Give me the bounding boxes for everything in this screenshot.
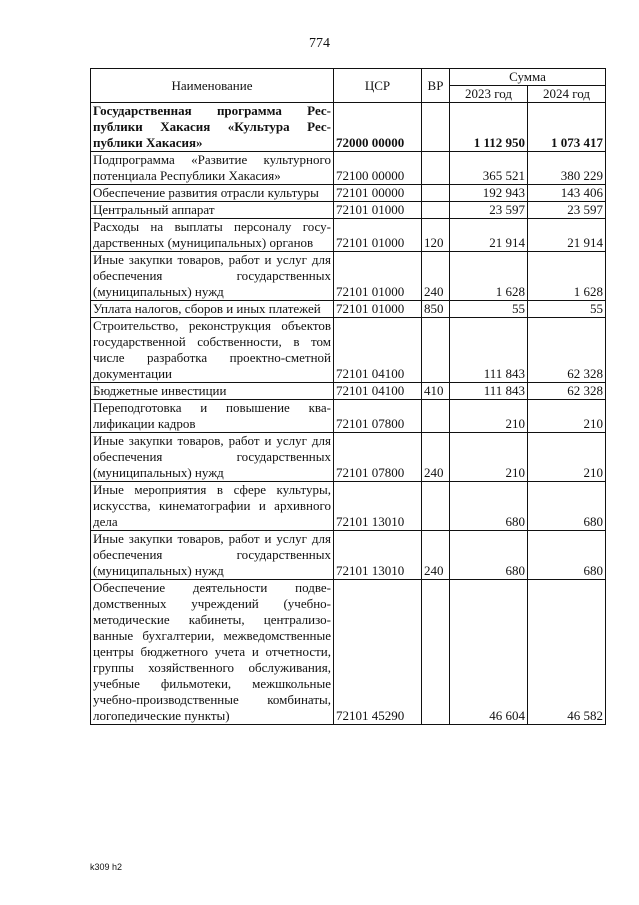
row-csr: 72101 13010 [334,531,422,580]
table-row [91,580,606,725]
row-sum-2023: 680 [450,531,528,580]
row-vr: 240 [422,433,450,482]
row-sum-2023: 192 943 [450,185,528,202]
row-csr: 72101 00000 [334,185,422,202]
table-row [91,383,606,400]
row-vr [422,152,450,185]
row-csr: 72101 01000 [334,219,422,252]
row-csr: 72101 01000 [334,202,422,219]
row-sum-2023: 21 914 [450,219,528,252]
table-row [91,318,606,383]
row-sum-2023: 111 843 [450,318,528,383]
table-row [91,103,606,152]
row-sum-2023: 365 521 [450,152,528,185]
row-sum-2024: 23 597 [528,202,606,219]
row-name: Иные мероприятия в сфере культуры, искусства, кинематографии и архивного дела [91,482,334,531]
row-name: Иные закупки товаров, работ и услуг для обеспечения государственных (муниципальных) нужд [91,252,334,301]
row-name: Бюджетные инвестиции [91,383,334,400]
row-name: Иные закупки товаров, работ и услуг для обеспечения государственных (муниципальных) нужд [91,433,334,482]
row-vr: 240 [422,531,450,580]
footer-code: k309 h2 [90,862,123,872]
row-name: Подпрограмма «Развитие культурного потенциала Республики Хакасия» [91,152,334,185]
row-vr: 120 [422,219,450,252]
row-csr: 72100 00000 [334,152,422,185]
row-name: Обеспечение развития отрасли культуры [91,185,334,202]
table-row [91,152,606,185]
row-sum-2024: 210 [528,400,606,433]
row-sum-2023: 210 [450,433,528,482]
row-name: Строительство, реконструкция объектов государственной собственности, в том числе разработка проектно-сметной документации [91,318,334,383]
row-csr: 72101 01000 [334,301,422,318]
row-vr [422,185,450,202]
header-year-2024: 2024 год [528,86,606,103]
header-csr: ЦСР [334,69,422,103]
row-vr [422,318,450,383]
table-row [91,433,606,482]
table-row [91,185,606,202]
table-row [91,400,606,433]
header-year-2023: 2023 год [450,86,528,103]
row-vr [422,103,450,152]
header-sum: Сумма [450,69,606,86]
row-sum-2023: 46 604 [450,580,528,725]
row-name: Расходы на выплаты персоналу государственных (муниципальных) органов [91,219,334,252]
row-vr [422,400,450,433]
row-csr: 72101 07800 [334,400,422,433]
row-sum-2023: 1 112 950 [450,103,528,152]
row-name: Иные закупки товаров, работ и услуг для обеспечения государственных (муниципальных) нужд [91,531,334,580]
row-csr: 72101 01000 [334,252,422,301]
row-csr: 72101 45290 [334,580,422,725]
row-csr: 72101 04100 [334,318,422,383]
row-sum-2023: 55 [450,301,528,318]
row-sum-2023: 210 [450,400,528,433]
row-csr: 72101 07800 [334,433,422,482]
row-vr [422,482,450,531]
row-name: Центральный аппарат [91,202,334,219]
row-sum-2024: 1 628 [528,252,606,301]
row-sum-2023: 111 843 [450,383,528,400]
row-sum-2024: 62 328 [528,318,606,383]
budget-table [90,68,606,725]
row-sum-2024: 680 [528,531,606,580]
row-sum-2024: 1 073 417 [528,103,606,152]
row-vr [422,202,450,219]
row-sum-2024: 55 [528,301,606,318]
row-sum-2023: 23 597 [450,202,528,219]
row-csr: 72101 13010 [334,482,422,531]
table-row [91,252,606,301]
row-name: Уплата налогов, сборов и иных платежей [91,301,334,318]
row-sum-2024: 46 582 [528,580,606,725]
page-number: 774 [309,36,330,51]
table-row [91,301,606,318]
row-sum-2024: 380 229 [528,152,606,185]
row-sum-2023: 680 [450,482,528,531]
row-vr: 240 [422,252,450,301]
table-header-row [91,69,606,86]
table-row [91,219,606,252]
row-vr [422,580,450,725]
row-name: Обеспечение деятельности подведомственных учреждений (учебно-методические кабинеты, централизованные бухгалтерии, межведомственные центры бюджетного учета и отчетности, группы хозяйственного обслуживания, учебные фильмотеки, межшкольные учебно-производственные комбинаты, логопедические пункты) [91,580,334,725]
row-sum-2024: 680 [528,482,606,531]
header-name: Наименование [91,69,334,103]
row-sum-2024: 210 [528,433,606,482]
row-name: Государственная программа Республики Хакасия «Культура Республики Хакасия» [91,103,334,152]
row-sum-2023: 1 628 [450,252,528,301]
header-vr: ВР [422,69,450,103]
row-sum-2024: 21 914 [528,219,606,252]
row-csr: 72000 00000 [334,103,422,152]
table-row [91,531,606,580]
row-sum-2024: 143 406 [528,185,606,202]
table-row [91,202,606,219]
row-vr: 410 [422,383,450,400]
row-csr: 72101 04100 [334,383,422,400]
row-sum-2024: 62 328 [528,383,606,400]
table-row [91,482,606,531]
row-name: Переподготовка и повышение квалификации кадров [91,400,334,433]
row-vr: 850 [422,301,450,318]
